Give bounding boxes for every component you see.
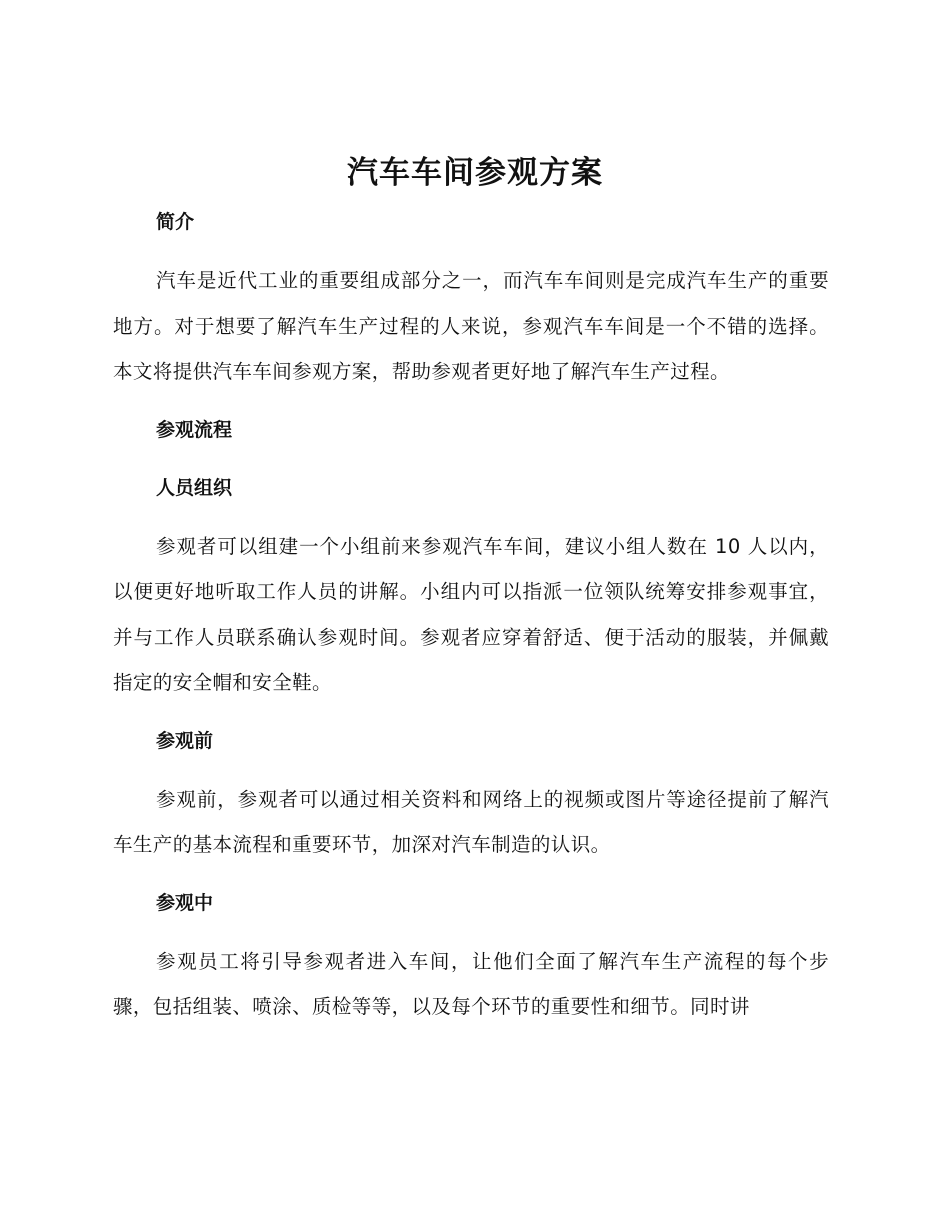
section-heading-visit-process: 参观流程 <box>156 418 233 441</box>
document-title: 汽车车间参观方案 <box>347 155 603 191</box>
document-body <box>113 200 829 1043</box>
section-heading-during-visit: 参观中 <box>156 891 214 914</box>
section-paragraph-before-visit: 参观前，参观者可以通过相关资料和网络上的视频或图片等途径提前了解汽车生产的基本流程和重要环节，加深对汽车制造的认识。 <box>113 787 829 856</box>
section-heading-intro: 简介 <box>156 211 195 233</box>
section-paragraph-intro: 汽车是近代工业的重要组成部分之一，而汽车车间则是完成汽车生产的重要地方。对于想要了解汽车生产过程的人来说，参观汽车车间是一个不错的选择。本文将提供汽车车间参观方案，帮助参观者更好地了解汽车生产过程。 <box>113 269 829 383</box>
section-paragraph-personnel: 参观者可以组建一个小组前来参观汽车车间，建议小组人数在 10 人以内，以便更好地听取工作人员的讲解。小组内可以指派一位领队统筹安排参观事宜，并与工作人员联系确认参观时间。参观者应穿着舒适、便于活动的服装，并佩戴指定的安全帽和安全鞋。 <box>113 534 829 694</box>
section-heading-personnel: 人员组织 <box>156 476 233 499</box>
section-heading-before-visit: 参观前 <box>156 729 214 752</box>
section-paragraph-during-visit: 参观员工将引导参观者进入车间，让他们全面了解汽车生产流程的每个步骤，包括组装、喷涂、质检等等，以及每个环节的重要性和细节。同时讲 <box>113 949 829 1018</box>
